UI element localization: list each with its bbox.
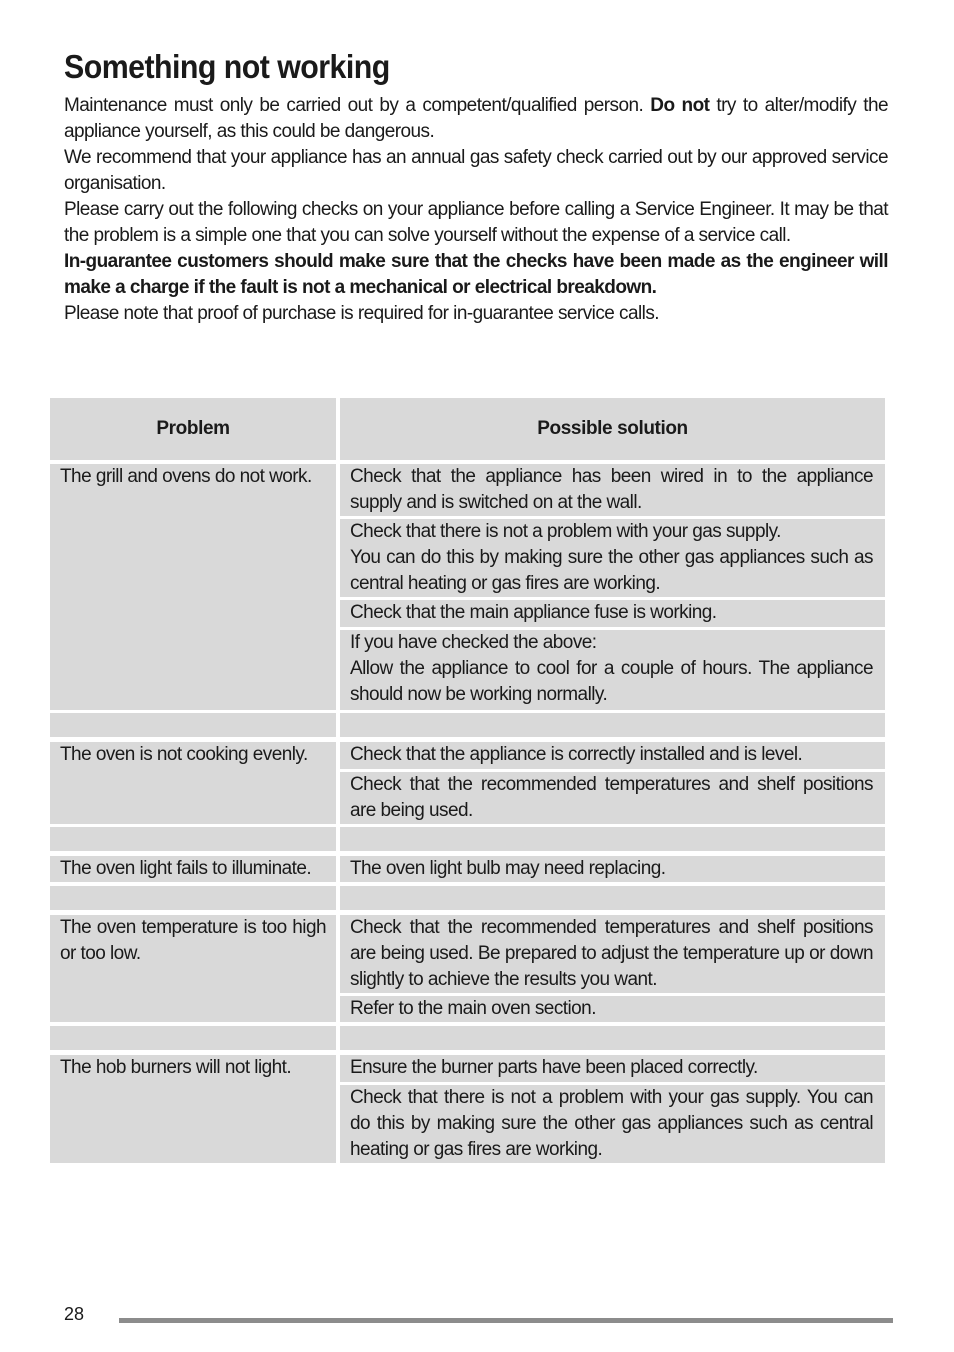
intro-safety-check-paragraph: We recommend that your appliance has an annual gas safety check carried out by our approved service organisation. <box>64 147 888 194</box>
solution-text: Check that the appliance is correctly installed and is level. <box>350 744 803 765</box>
problem-text: The grill and ovens do not work. <box>60 466 312 487</box>
intro-maintenance-text: Maintenance must only be carried out by a competent/qualified person. <box>64 95 651 116</box>
solution-text: Check that there is not a problem with your gas supply. You can do this by making sure the other gas appliances such as central heating or gas fires are working. <box>350 1087 873 1160</box>
problem-cell <box>50 1055 336 1163</box>
problem-text: The oven light fails to illuminate. <box>60 858 312 879</box>
table-header-solution: Possible solution <box>340 398 885 460</box>
solution-cell <box>340 915 885 993</box>
footer-rule <box>119 1318 893 1323</box>
solution-text: Refer to the main oven section. <box>350 998 596 1019</box>
problem-cell <box>50 464 336 710</box>
intro-guarantee-warning <box>64 249 888 301</box>
solution-text: Check that the appliance has been wired in to the appliance supply and is switched on at the wall. <box>350 466 873 513</box>
spacer-cell <box>340 1026 885 1050</box>
intro-section <box>64 93 888 327</box>
problem-text: The oven is not cooking evenly. <box>60 744 308 765</box>
intro-maintenance-paragraph <box>64 93 888 145</box>
problem-cell <box>50 915 336 1022</box>
solution-cell <box>340 742 885 769</box>
solution-text: Check that the recommended temperatures and shelf positions are being used. Be prepared to adjust the temperature up or down slightly to achieve the results you want. <box>350 917 873 990</box>
solution-text: Check that there is not a problem with your gas supply. You can do this by making sure the other gas appliances such as central heating or gas fires are working. <box>350 521 873 594</box>
spacer-cell <box>340 886 885 910</box>
solution-cell <box>340 630 885 710</box>
spacer-cell <box>50 1026 336 1050</box>
spacer-cell <box>340 713 885 737</box>
solution-text: Check that the recommended temperatures and shelf positions are being used. <box>350 774 873 821</box>
problem-cell <box>50 742 336 824</box>
solution-cell <box>340 1055 885 1082</box>
problem-text: The hob burners will not light. <box>60 1057 292 1078</box>
solution-cell <box>340 772 885 824</box>
spacer-cell <box>340 827 885 851</box>
solution-cell <box>340 856 885 882</box>
intro-do-not-emphasis: Do not <box>650 95 710 116</box>
table-header-problem: Problem <box>50 398 336 460</box>
solution-text: Check that the main appliance fuse is working. <box>350 602 717 623</box>
intro-proof-of-purchase: Please note that proof of purchase is required for in-guarantee service calls. <box>64 303 660 324</box>
intro-guarantee-warning-text: In-guarantee customers should make sure that the checks have been made as the engineer will make a charge if the fault is not a mechanical or electrical breakdown. <box>64 251 888 298</box>
spacer-cell <box>50 713 336 737</box>
intro-maintenance-text-end: try to alter/modify the appliance yourself, as this could be dangerous. <box>64 95 888 142</box>
solution-text: Ensure the burner parts have been placed correctly. <box>350 1057 758 1078</box>
problem-cell <box>50 856 336 882</box>
spacer-cell <box>50 886 336 910</box>
problem-text: The oven temperature is too high or too low. <box>60 917 326 964</box>
solution-text: If you have checked the above: Allow the appliance to cool for a couple of hours. The appliance should now be working normally. <box>350 632 873 705</box>
solution-cell <box>340 464 885 516</box>
solution-cell <box>340 996 885 1022</box>
intro-checks-paragraph: Please carry out the following checks on your appliance before calling a Service Engineer. It may be that the problem is a simple one that you can solve yourself without the expense of a service call. <box>64 199 888 246</box>
solution-cell <box>340 519 885 597</box>
page-number: 28 <box>64 1304 85 1324</box>
solution-text: The oven light bulb may need replacing. <box>350 858 666 879</box>
solution-cell <box>340 1085 885 1163</box>
spacer-cell <box>50 827 336 851</box>
solution-cell <box>340 600 885 627</box>
page-title: Something not working <box>64 48 390 85</box>
